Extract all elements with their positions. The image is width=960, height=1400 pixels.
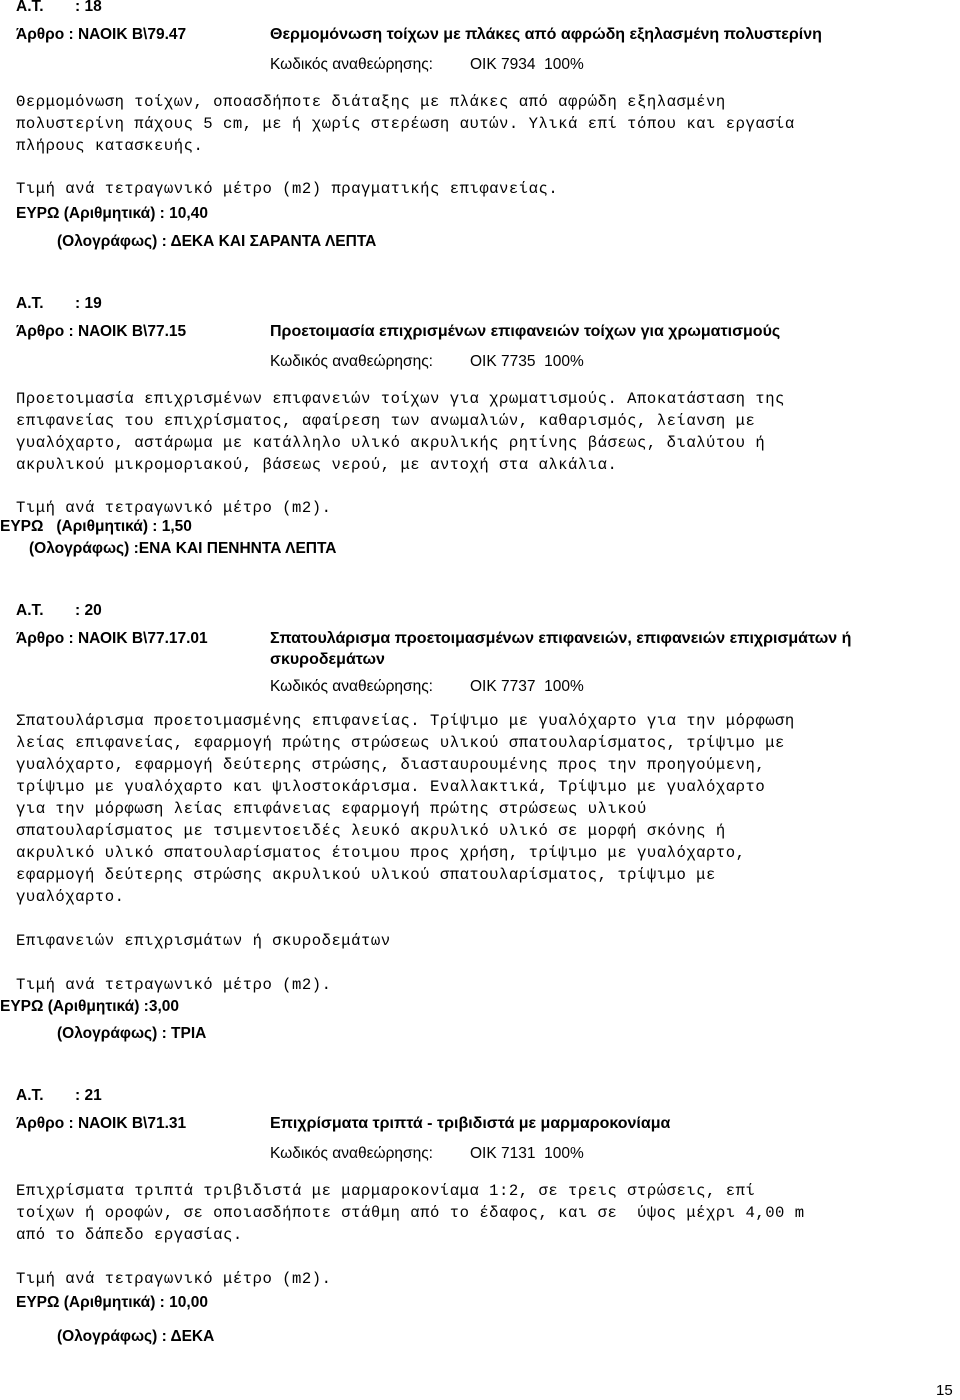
unit-price-text: Τιμή ανά τετραγωνικό μέτρο (m2). xyxy=(16,976,332,994)
arthro-code: Άρθρο : ΝΑΟΙΚ Β\71.31 xyxy=(16,1115,187,1132)
at-label: Α.Τ. xyxy=(16,0,44,15)
revision-code-label: Κωδικός αναθεώρησης: xyxy=(270,56,433,73)
revision-code-label: Κωδικός αναθεώρησης: xyxy=(270,678,433,695)
revision-code-value: ΟΙΚ 7735 100% xyxy=(470,353,584,370)
sub-item-text: Επιφανειών επιχρισμάτων ή σκυροδεμάτων xyxy=(16,932,391,950)
item-title: Προετοιμασία επιχρισμένων επιφανειών τοίχων για χρωματισμούς xyxy=(270,323,781,340)
description-line: τρίψιμο με γυαλόχαρτο και ψιλοστοκάρισμα. Εναλλακτικά, Τρίψιμο με γυαλόχαρτο xyxy=(16,778,766,796)
description-line: τοίχων ή οροφών, σε οποιασδήποτε στάθμη από το έδαφος, και σε ύψος μέχρι 4,00 m xyxy=(16,1204,805,1222)
price-words: (Ολογράφως) : ΔΕΚΑ xyxy=(57,1328,215,1345)
price-words: (Ολογράφως) :ΕΝΑ ΚΑΙ ΠΕΝΗΝΤΑ ΛΕΠΤΑ xyxy=(29,540,337,557)
description-line: γυαλόχαρτο, εφαρμογή δεύτερης στρώσης, διασταυρουμένης προς την προηγούμενη, xyxy=(16,756,766,774)
description-line: πλήρους κατασκευής. xyxy=(16,137,204,155)
description-line: Επιχρίσματα τριπτά τριβιδιστά με μαρμαροκονίαμα 1:2, σε τρεις στρώσεις, επί xyxy=(16,1182,756,1200)
page-number: 15 xyxy=(936,1382,953,1399)
arthro-code: Άρθρο : ΝΑΟΙΚ Β\77.15 xyxy=(16,323,187,340)
description-line: από το δάπεδο εργασίας. xyxy=(16,1226,243,1244)
revision-code-value: ΟΙΚ 7737 100% xyxy=(470,678,584,695)
description-line: επιφανείας του επιχρίσματος, αφαίρεση των ανωμαλιών, καθαρισμός, λείανση με xyxy=(16,412,756,430)
description-line: ακρυλικό υλικό σπατουλαρίσματος έτοιμου προς χρήση, τρίψιμο με γυαλόχαρτο, xyxy=(16,844,746,862)
description-line: ακρυλικού μικρομοριακού, βάσεως νερού, με αντοχή στα αλκάλια. xyxy=(16,456,618,474)
at-value: : 19 xyxy=(75,295,102,312)
at-value: : 21 xyxy=(75,1087,102,1104)
at-value: : 20 xyxy=(75,602,102,619)
revision-code-label: Κωδικός αναθεώρησης: xyxy=(270,353,433,370)
item-title: Θερμομόνωση τοίχων με πλάκες από αφρώδη εξηλασμένη πολυστερίνη xyxy=(270,26,822,43)
unit-price-text: Τιμή ανά τετραγωνικό μέτρο (m2). xyxy=(16,499,332,517)
description-line: για την μόρφωση λείας επιφάνειας εφαρμογή πρώτης στρώσεως υλικού xyxy=(16,800,647,818)
description-line: γυαλόχαρτο. xyxy=(16,888,125,906)
price-numeric: ΕΥΡΩ (Αριθμητικά) : 10,40 xyxy=(16,205,208,222)
price-numeric: ΕΥΡΩ (Αριθμητικά) : 10,00 xyxy=(16,1294,208,1311)
revision-code-value: ΟΙΚ 7934 100% xyxy=(470,56,584,73)
price-numeric: ΕΥΡΩ (Αριθμητικά) : 1,50 xyxy=(0,518,192,535)
item-title: Σπατουλάρισμα προετοιμασμένων επιφανειών, επιφανειών επιχρισμάτων ή xyxy=(270,630,852,647)
price-words: (Ολογράφως) : ΔΕΚΑ ΚΑΙ ΣΑΡΑΝΤΑ ΛΕΠΤΑ xyxy=(57,233,377,250)
arthro-code: Άρθρο : ΝΑΟΙΚ Β\77.17.01 xyxy=(16,630,208,647)
description-line: Προετοιμασία επιχρισμένων επιφανειών τοίχων για χρωματισμούς. Αποκατάσταση της xyxy=(16,390,785,408)
description-line: Θερμομόνωση τοίχων, οποασδήποτε διάταξης με πλάκες από αφρώδη εξηλασμένη xyxy=(16,93,726,111)
revision-code-label: Κωδικός αναθεώρησης: xyxy=(270,1145,433,1162)
price-words: (Ολογράφως) : ΤΡΙΑ xyxy=(57,1025,207,1042)
description-line: λείας επιφανείας, εφαρμογή πρώτης στρώσεως υλικού σπατουλαρίσματος, τρίψιμο με xyxy=(16,734,785,752)
at-label: Α.Τ. xyxy=(16,295,44,312)
at-label: Α.Τ. xyxy=(16,1087,44,1104)
unit-price-text: Τιμή ανά τετραγωνικό μέτρο (m2) πραγματικής επιφανείας. xyxy=(16,180,559,198)
description-line: γυαλόχαρτο, αστάρωμα με κατάλληλο υλικό ακρυλικής ρητίνης βάσεως, διαλύτου ή xyxy=(16,434,766,452)
revision-code-value: ΟΙΚ 7131 100% xyxy=(470,1145,584,1162)
item-title-line2: σκυροδεμάτων xyxy=(270,651,385,668)
unit-price-text: Τιμή ανά τετραγωνικό μέτρο (m2). xyxy=(16,1270,332,1288)
at-label: Α.Τ. xyxy=(16,602,44,619)
arthro-code: Άρθρο : ΝΑΟΙΚ Β\79.47 xyxy=(16,26,187,43)
item-title: Επιχρίσματα τριπτά - τριβιδιστά με μαρμαροκονίαμα xyxy=(270,1115,671,1132)
price-numeric: ΕΥΡΩ (Αριθμητικά) :3,00 xyxy=(0,998,180,1015)
description-line: σπατουλαρίσματος με τσιμεντοειδές λευκό ακρυλικό υλικό σε μορφή σκόνης ή xyxy=(16,822,726,840)
description-line: πολυστερίνη πάχους 5 cm, με ή χωρίς στερέωση αυτών. Υλικά επί τόπου και εργασία xyxy=(16,115,795,133)
description-line: Σπατουλάρισμα προετοιμασμένης επιφανείας. Τρίψιμο με γυαλόχαρτο για την μόρφωση xyxy=(16,712,795,730)
description-line: εφαρμογή δεύτερης στρώσης ακρυλικού υλικού σπατουλαρίσματος, τρίψιμο με xyxy=(16,866,716,884)
at-value: : 18 xyxy=(75,0,102,15)
